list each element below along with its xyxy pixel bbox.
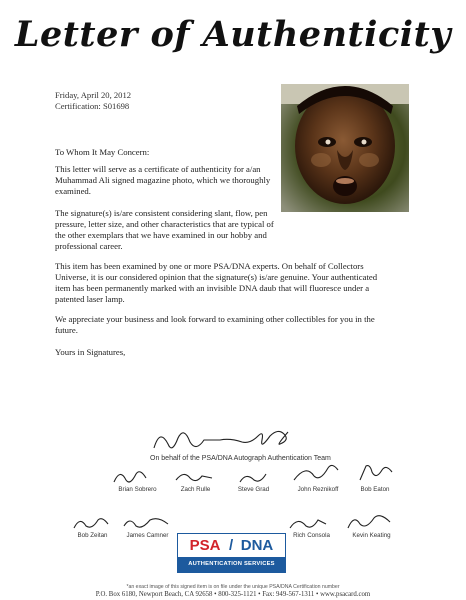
authenticator-name: Kevin Keating: [352, 532, 391, 539]
authenticator-name: Brian Sobrero: [118, 486, 157, 493]
muhammad-ali-photo: [281, 84, 409, 212]
psa-dna-logo: PSA / DNA AUTHENTICATION SERVICES: [177, 533, 286, 573]
team-caption: On behalf of the PSA/DNA Autograph Authentication Team: [150, 455, 331, 462]
letter-title: Letter of Authenticity: [14, 14, 452, 55]
paragraph-1-line-1: This letter will serve as a certificate of authenticity for a/an: [55, 164, 261, 174]
paragraph-4-line-2: future.: [55, 325, 78, 335]
paragraph-2-line-3: the other exemplars that we have examined in our hobby and: [55, 230, 267, 240]
paragraph-4-line-1: We appreciate your business and look forward to examining other collectibles for you in the: [55, 314, 375, 324]
authenticator-name: Zach Rulle: [180, 486, 211, 493]
signature-mark: [346, 512, 394, 532]
dna-logo-text: DNA: [240, 537, 274, 554]
signature-mark: [292, 462, 342, 484]
paragraph-3-line-1: This item has been examined by one or more PSA/DNA experts. On behalf of Collectors: [55, 261, 364, 271]
letter-date: Friday, April 20, 2012: [55, 90, 132, 100]
paragraph-3-line-4: patented laser lamp.: [55, 294, 125, 304]
signature-mark: [174, 468, 214, 486]
signature-mark: [72, 514, 112, 532]
salutation: To Whom It May Concern:: [55, 147, 150, 157]
paragraph-2-line-4: professional career.: [55, 241, 123, 251]
authenticator-name: Steve Grad: [237, 486, 270, 493]
fine-print: *an exact image of this signed item is on file under the unique PSA/DNA Certification number: [126, 584, 340, 590]
certification-number: Certification: S01698: [55, 101, 130, 111]
closing: Yours in Signatures,: [55, 347, 126, 357]
authenticator-name: Bob Zeitan: [77, 532, 108, 539]
authenticator-name: Bob Eaton: [360, 486, 390, 493]
signature-mark: [356, 462, 396, 484]
authentication-services-text: AUTHENTICATION SERVICES: [178, 557, 285, 572]
team-signature: [150, 424, 310, 456]
paragraph-3-line-3: item has been permanently marked with an invisible DNA daub that will fluoresce under a: [55, 283, 370, 293]
footer-address: P.O. Box 6180, Newport Beach, CA 92658 • 800-325-1121 • Fax: 949-567-1311 • www.psacard.com: [95, 591, 371, 598]
authenticator-name: John Reznikoff: [297, 486, 339, 493]
signature-mark: [122, 514, 172, 532]
paragraph-1-line-2: Muhammad Ali signed magazine photo, which we thoroughly: [55, 175, 271, 185]
signature-mark: [112, 468, 152, 486]
authenticator-name: James Camner: [126, 532, 169, 539]
authenticator-name: Rich Consola: [293, 532, 330, 539]
paragraph-2-line-2: pressure, letter size, and other characteristics that are typical of: [55, 219, 274, 229]
paragraph-2-line-1: The signature(s) is/are consistent considering slant, flow, pen: [55, 208, 268, 218]
signature-mark: [236, 468, 276, 486]
psa-logo-text: PSA: [189, 537, 221, 554]
paragraph-1-line-3: examined.: [55, 186, 91, 196]
signature-mark: [288, 514, 328, 532]
paragraph-3-line-2: Universe, it is our considered opinion that the signature(s) is/are genuine. Your authenticated: [55, 272, 378, 282]
